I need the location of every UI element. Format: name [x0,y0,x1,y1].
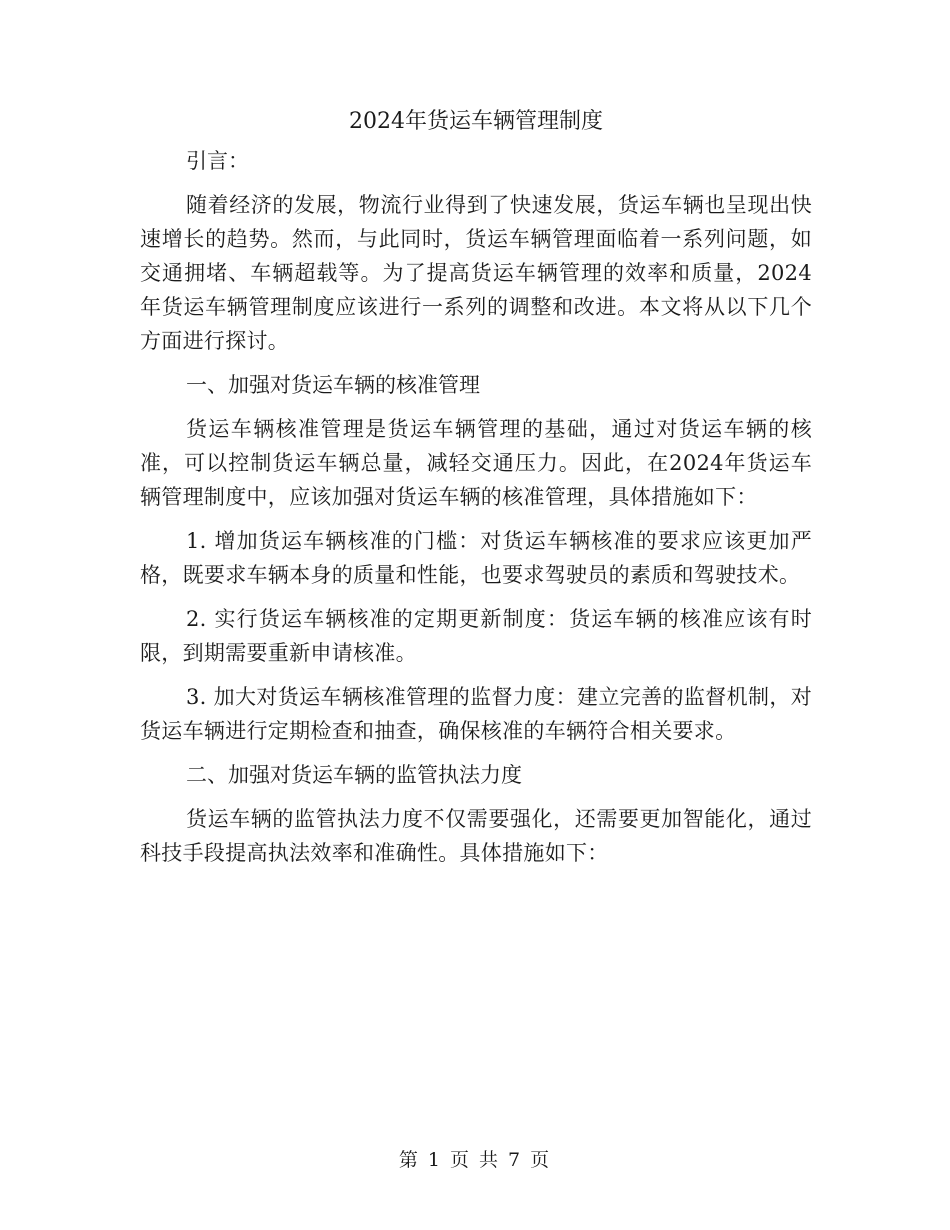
intro-label: 引言： [186,149,249,173]
section-2-paragraph: 货运车辆的监管执法力度不仅需要强化，还需要更加智能化，通过科技手段提高执法效率和准确性。具体措施如下： [140,807,812,865]
measure-item-3: 3. 加大对货运车辆核准管理的监督力度：建立完善的监督机制，对货运车辆进行定期检查和抽查，确保核准的车辆符合相关要求。 [140,685,812,743]
document-body [140,106,812,870]
measure-item-1: 1. 增加货运车辆核准的门槛：对货运车辆核准的要求应该更加严格，既要求车辆本身的质量和性能，也要求驾驶员的素质和驾驶技术。 [140,529,812,587]
section-1-paragraph: 货运车辆核准管理是货运车辆管理的基础，通过对货运车辆的核准，可以控制货运车辆总量，减轻交通压力。因此，在2024年货运车辆管理制度中，应该加强对货运车辆的核准管理，具体措施如下： [140,417,812,509]
document-title: 2024年货运车辆管理制度 [349,109,603,134]
section-heading-2: 二、加强对货运车辆的监管执法力度 [186,763,522,787]
section-heading-1: 一、加强对货运车辆的核准管理 [186,373,480,397]
intro-paragraph: 随着经济的发展，物流行业得到了快速发展，货运车辆也呈现出快速增长的趋势。然而，与此同时，货运车辆管理面临着一系列问题，如交通拥堵、车辆超载等。为了提高货运车辆管理的效率和质量，2024年货运车辆管理制度应该进行一系列的调整和改进。本文将从以下几个方面进行探讨。 [140,193,812,353]
page-number-footer: 第 1 页 共 7 页 [398,1149,552,1171]
measure-item-2: 2. 实行货运车辆核准的定期更新制度：货运车辆的核准应该有时限，到期需要重新申请核准。 [140,607,812,665]
